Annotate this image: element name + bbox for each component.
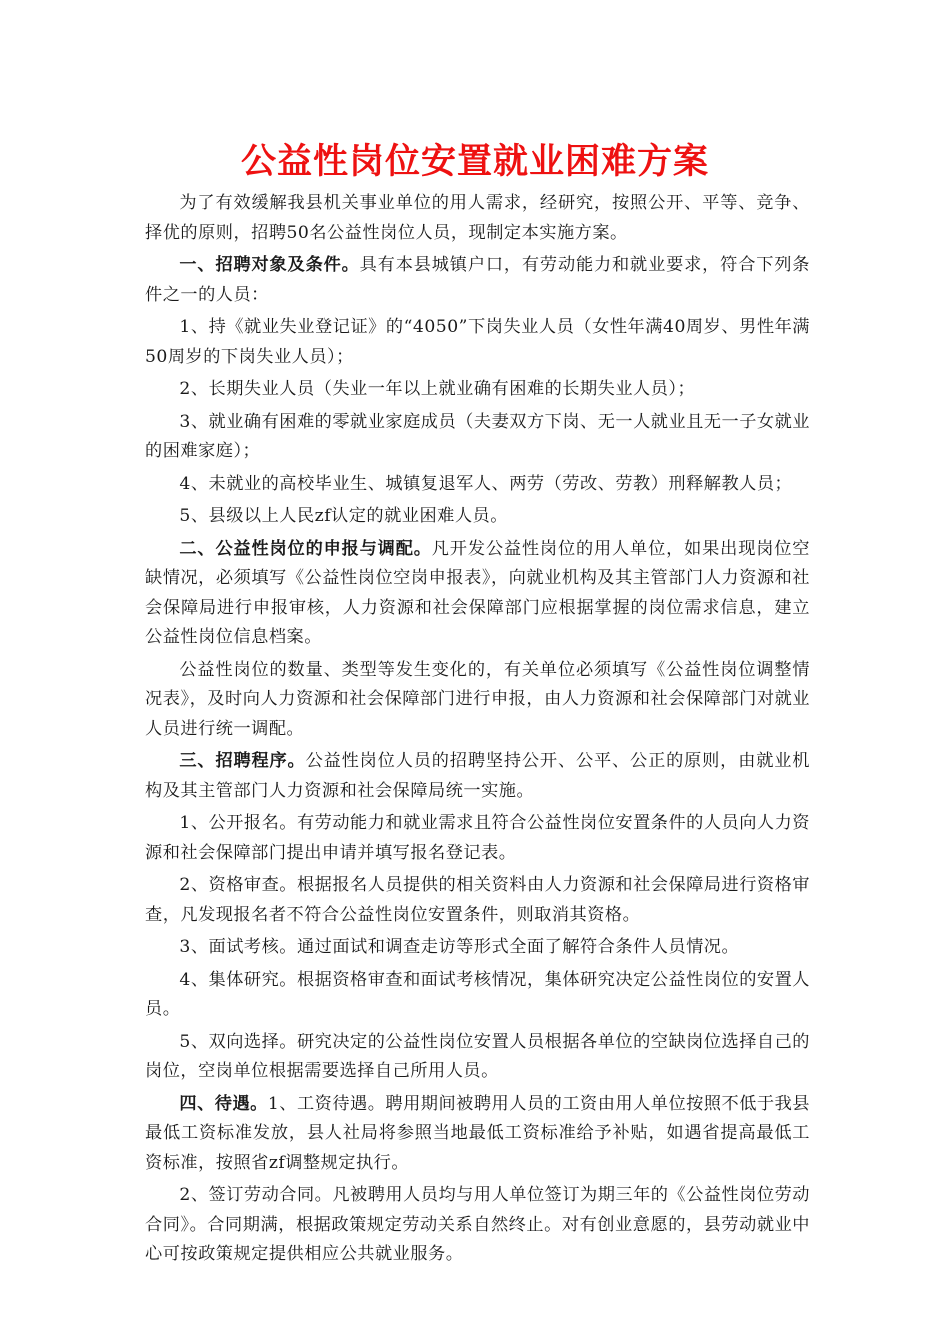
section-heading: 四、待遇。	[179, 1093, 268, 1114]
paragraph-contract	[145, 1181, 810, 1270]
paragraph-section-2	[145, 535, 810, 653]
paragraph-condition-5	[145, 502, 810, 532]
section-heading: 二、公益性岗位的申报与调配。	[179, 538, 432, 559]
paragraph-text: 3、就业确有困难的零就业家庭成员（夫妻双方下岗、无一人就业且无一子女就业的困难家庭）；	[145, 411, 810, 461]
paragraph-text: 1、工资待遇。聘用期间被聘用人员的工资由用人单位按照不低于我县最低工资标准发放，县人社局将参照当地最低工资标准给予补贴，如遇省提高最低工资标准，按照省zf调整规定执行。	[145, 1093, 810, 1173]
paragraph-text: 公益性岗位人员的招聘坚持公开、公平、公正的原则，由就业机构及其主管部门人力资源和社会保障局统一实施。	[145, 751, 810, 801]
paragraph-text: 3、面试考核。通过面试和调查走访等形式全面了解符合条件人员情况。	[179, 937, 740, 957]
paragraph-text: 具有本县城镇户口，有劳动能力和就业要求，符合下列条件之一的人员：	[145, 255, 810, 305]
document-title: 公益性岗位安置就业困难方案	[240, 142, 709, 182]
paragraph-step-1	[145, 809, 810, 868]
paragraph-text: 4、未就业的高校毕业生、城镇复退军人、两劳（劳改、劳教）刑释解教人员；	[179, 473, 793, 494]
paragraph-step-5	[145, 1028, 810, 1087]
paragraph-step-4	[145, 966, 810, 1025]
paragraph-section-4	[145, 1090, 810, 1179]
section-heading: 三、招聘程序。	[179, 751, 306, 771]
paragraph-text: 公益性岗位的数量、类型等发生变化的，有关单位必须填写《公益性岗位调整情况表》，及时向人力资源和社会保障部门进行申报，由人力资源和社会保障部门对就业人员进行统一调配。	[145, 659, 810, 739]
section-heading: 一、招聘对象及条件。	[179, 255, 360, 275]
paragraph-text: 4、集体研究。根据资格审查和面试考核情况，集体研究决定公益性岗位的安置人员。	[145, 969, 810, 1019]
paragraph-text: 为了有效缓解我县机关事业单位的用人需求，经研究，按照公开、平等、竞争、择优的原则，招聘50名公益性岗位人员，现制定本实施方案。	[145, 193, 810, 243]
paragraph-condition-2	[145, 375, 810, 405]
paragraph-text: 5、县级以上人民zf认定的就业困难人员。	[179, 506, 508, 526]
paragraph-text: 5、双向选择。研究决定的公益性岗位安置人员根据各单位的空缺岗位选择自己的岗位，空岗单位根据需要选择自己所用人员。	[145, 1031, 810, 1081]
paragraph-condition-1	[145, 313, 810, 372]
paragraph-section-1	[145, 251, 810, 310]
paragraph-intro	[145, 189, 810, 248]
paragraph-text: 2、签订劳动合同。凡被聘用人员均与用人单位签订为期三年的《公益性岗位劳动合同》。合同期满，根据政策规定劳动关系自然终止。对有创业意愿的，县劳动就业中心可按政策规定提供相应公共就业服务。	[145, 1185, 810, 1264]
paragraph-text: 1、公开报名。有劳动能力和就业需求且符合公益性岗位安置条件的人员向人力资源和社会保障部门提出申请并填写报名登记表。	[145, 813, 810, 863]
paragraph-text: 2、资格审查。根据报名人员提供的相关资料由人力资源和社会保障局进行资格审查，凡发现报名者不符合公益性岗位安置条件，则取消其资格。	[145, 875, 810, 925]
paragraph-step-3	[145, 933, 810, 963]
paragraph-condition-4	[145, 470, 810, 500]
paragraph-section-3	[145, 747, 810, 806]
paragraph-text: 1、持《就业失业登记证》的“4050”下岗失业人员（女性年满40周岁、男性年满50周岁的下岗失业人员）；	[145, 317, 810, 367]
paragraph-text: 凡开发公益性岗位的用人单位，如果出现岗位空缺情况，必须填写《公益性岗位空岗申报表》，向就业机构及其主管部门人力资源和社会保障局进行申报审核，人力资源和社会保障部门应根据掌握的岗位需求信息，建立公益性岗位信息档案。	[145, 538, 810, 647]
document-body	[145, 189, 810, 1273]
paragraph-condition-3	[145, 408, 810, 467]
paragraph-step-2	[145, 871, 810, 930]
paragraph-text: 2、长期失业人员（失业一年以上就业确有困难的长期失业人员）；	[179, 379, 696, 399]
paragraph-adjustment	[145, 656, 810, 745]
